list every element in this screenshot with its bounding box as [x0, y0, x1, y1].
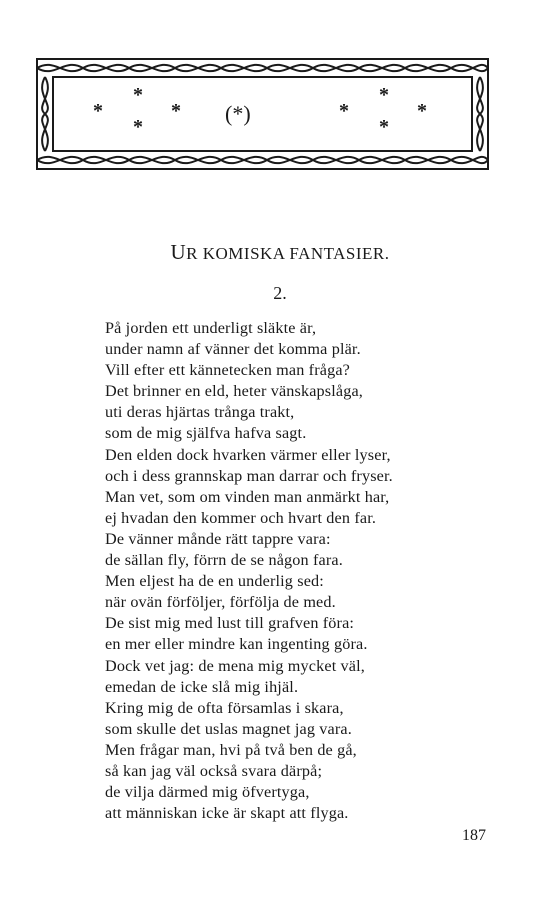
- poem-line: ej hvadan den kommer och hvart den far.: [105, 508, 377, 527]
- interlace-border-icon: [35, 55, 490, 173]
- poem-line: som de mig själfva hafva sagt.: [105, 424, 307, 443]
- poem-line: en mer eller mindre kan ingenting göra.: [105, 635, 368, 654]
- poem-line: Man vet, som om vinden man anmärkt har,: [105, 487, 390, 506]
- decorative-header-ornament: [35, 55, 490, 173]
- poem-line: när ovän förföljer, förfölja de med.: [105, 593, 336, 612]
- poem-line: Men eljest ha de en underlig sed:: [105, 572, 324, 591]
- heading-initial: U: [170, 240, 187, 264]
- poem-line: under namn af vänner det komma plär.: [105, 340, 361, 359]
- poem-line: de vilja därmed mig öfvertyga,: [105, 783, 310, 802]
- poem-line: som skulle det uslas magnet jag vara.: [105, 719, 352, 738]
- poem-line: Den elden dock hvarken värmer eller lyser,: [105, 445, 391, 464]
- star-icon: *: [379, 84, 389, 106]
- poem-body: [105, 318, 525, 824]
- poem-line: uti deras hjärtas trånga trakt,: [105, 403, 295, 422]
- poem-line: de sällan fly, förrn de se någon fara.: [105, 551, 343, 570]
- poem-line: Det brinner en eld, heter vänskapslåga,: [105, 382, 364, 401]
- poem-line: emedan de icke slå mig ihjäl.: [105, 677, 299, 696]
- poem-line: Men frågar man, hvi på två ben de gå,: [105, 740, 357, 759]
- star-icon: *: [171, 100, 181, 122]
- star-icon: *: [417, 100, 427, 122]
- poem-line: De vänner månde rätt tappre vara:: [105, 529, 331, 548]
- star-icon: *: [339, 100, 349, 122]
- page-number: 187: [462, 827, 486, 844]
- poem-line: Vill efter ett kännetecken man fråga?: [105, 361, 351, 380]
- poem-line: Dock vet jag: de mena mig mycket väl,: [105, 656, 365, 675]
- center-emblem: (*): [225, 101, 251, 126]
- star-icon: *: [133, 116, 143, 138]
- star-icon: *: [379, 116, 389, 138]
- poem-line: att människan icke är skapt att flyga.: [105, 804, 349, 823]
- section-heading: [0, 240, 560, 265]
- star-icon: *: [93, 100, 103, 122]
- poem-line: Kring mig de ofta församlas i skara,: [105, 698, 344, 717]
- poem-line: På jorden ett underligt släkte är,: [105, 319, 317, 337]
- heading-title: KOMISKA FANTASIER.: [202, 244, 390, 263]
- poem-line: så kan jag väl också svara därpå;: [105, 761, 323, 780]
- star-icon: *: [133, 84, 143, 106]
- poem-line: De sist mig med lust till grafven föra:: [105, 614, 355, 633]
- heading-initial-rest: R: [186, 244, 198, 263]
- poem-number: 2.: [273, 283, 287, 303]
- poem-line: och i dess grannskap man darrar och fryser.: [105, 466, 393, 485]
